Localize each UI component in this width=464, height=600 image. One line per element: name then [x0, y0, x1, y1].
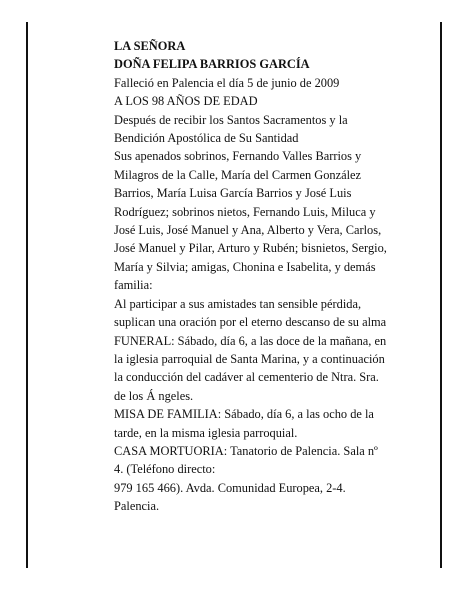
sacraments-line: Después de recibir los Santos Sacramentos y la [114, 112, 348, 127]
funeral-paragraph [114, 332, 414, 406]
funeral-home-line: 4. (Teléfono directo: [114, 462, 216, 477]
relatives-line: Barrios, María Luisa García Barrios y José Luis [114, 186, 352, 201]
sacraments-paragraph [114, 111, 414, 148]
request-line: Al participar a sus amistades tan sensible pérdida, [114, 296, 362, 311]
death-info: Falleció en Palencia el día 5 de junio de 2009 [114, 75, 340, 90]
funeral-home-line: 979 165 466). Avda. Comunidad Europea, 2-4. [114, 480, 346, 495]
funeral-line: la iglesia parroquial de Santa Marina, y a continuación [114, 351, 385, 366]
age-line: A LOS 98 AÑOS DE EDAD [114, 94, 258, 109]
relatives-line: Milagros de la Calle, María del Carmen González [114, 167, 362, 182]
request-line: suplican una oración por el eterno descanso de su alma [114, 315, 387, 330]
funeral-home-line: Palencia. [114, 499, 160, 514]
funeral-line: la conducción del cadáver al cementerio de Ntra. Sra. [114, 370, 379, 385]
funeral-home-line: CASA MORTUORIA: Tanatorio de Palencia. Sala nº [114, 443, 378, 458]
family-mass-paragraph [114, 405, 414, 442]
funeral-line: FUNERAL: Sábado, día 6, a las doce de la mañana, en [114, 333, 387, 348]
frame-right-border [440, 22, 442, 568]
relatives-line: María y Silvia; amigas, Chonina e Isabelita, y demás [114, 259, 376, 274]
sacraments-line: Bendición Apostólica de Su Santidad [114, 131, 299, 146]
deceased-name: DOÑA FELIPA BARRIOS GARCÍA [114, 57, 310, 72]
funeral-line: de los Á ngeles. [114, 388, 194, 403]
relatives-line: Rodríguez; sobrinos nietos, Fernando Luis, Miluca y [114, 204, 376, 219]
relatives-line: Sus apenados sobrinos, Fernando Valles Barrios y [114, 149, 362, 164]
relatives-line: José Luis, José Manuel y Ana, Alberto y Vera, Carlos, [114, 223, 382, 238]
relatives-line: José Manuel y Pilar, Arturo y Rubén; bisnietos, Sergio, [114, 241, 387, 256]
frame-left-border [26, 22, 28, 568]
request-paragraph [114, 295, 414, 332]
relatives-paragraph [114, 147, 414, 294]
obituary-notice [114, 37, 414, 516]
relatives-line: familia: [114, 278, 153, 293]
family-mass-line: tarde, en la misma iglesia parroquial. [114, 425, 298, 440]
family-mass-line: MISA DE FAMILIA: Sábado, día 6, a las ocho de la [114, 407, 374, 422]
notice-title: LA SEÑORA [114, 39, 186, 53]
funeral-home-paragraph [114, 442, 414, 516]
